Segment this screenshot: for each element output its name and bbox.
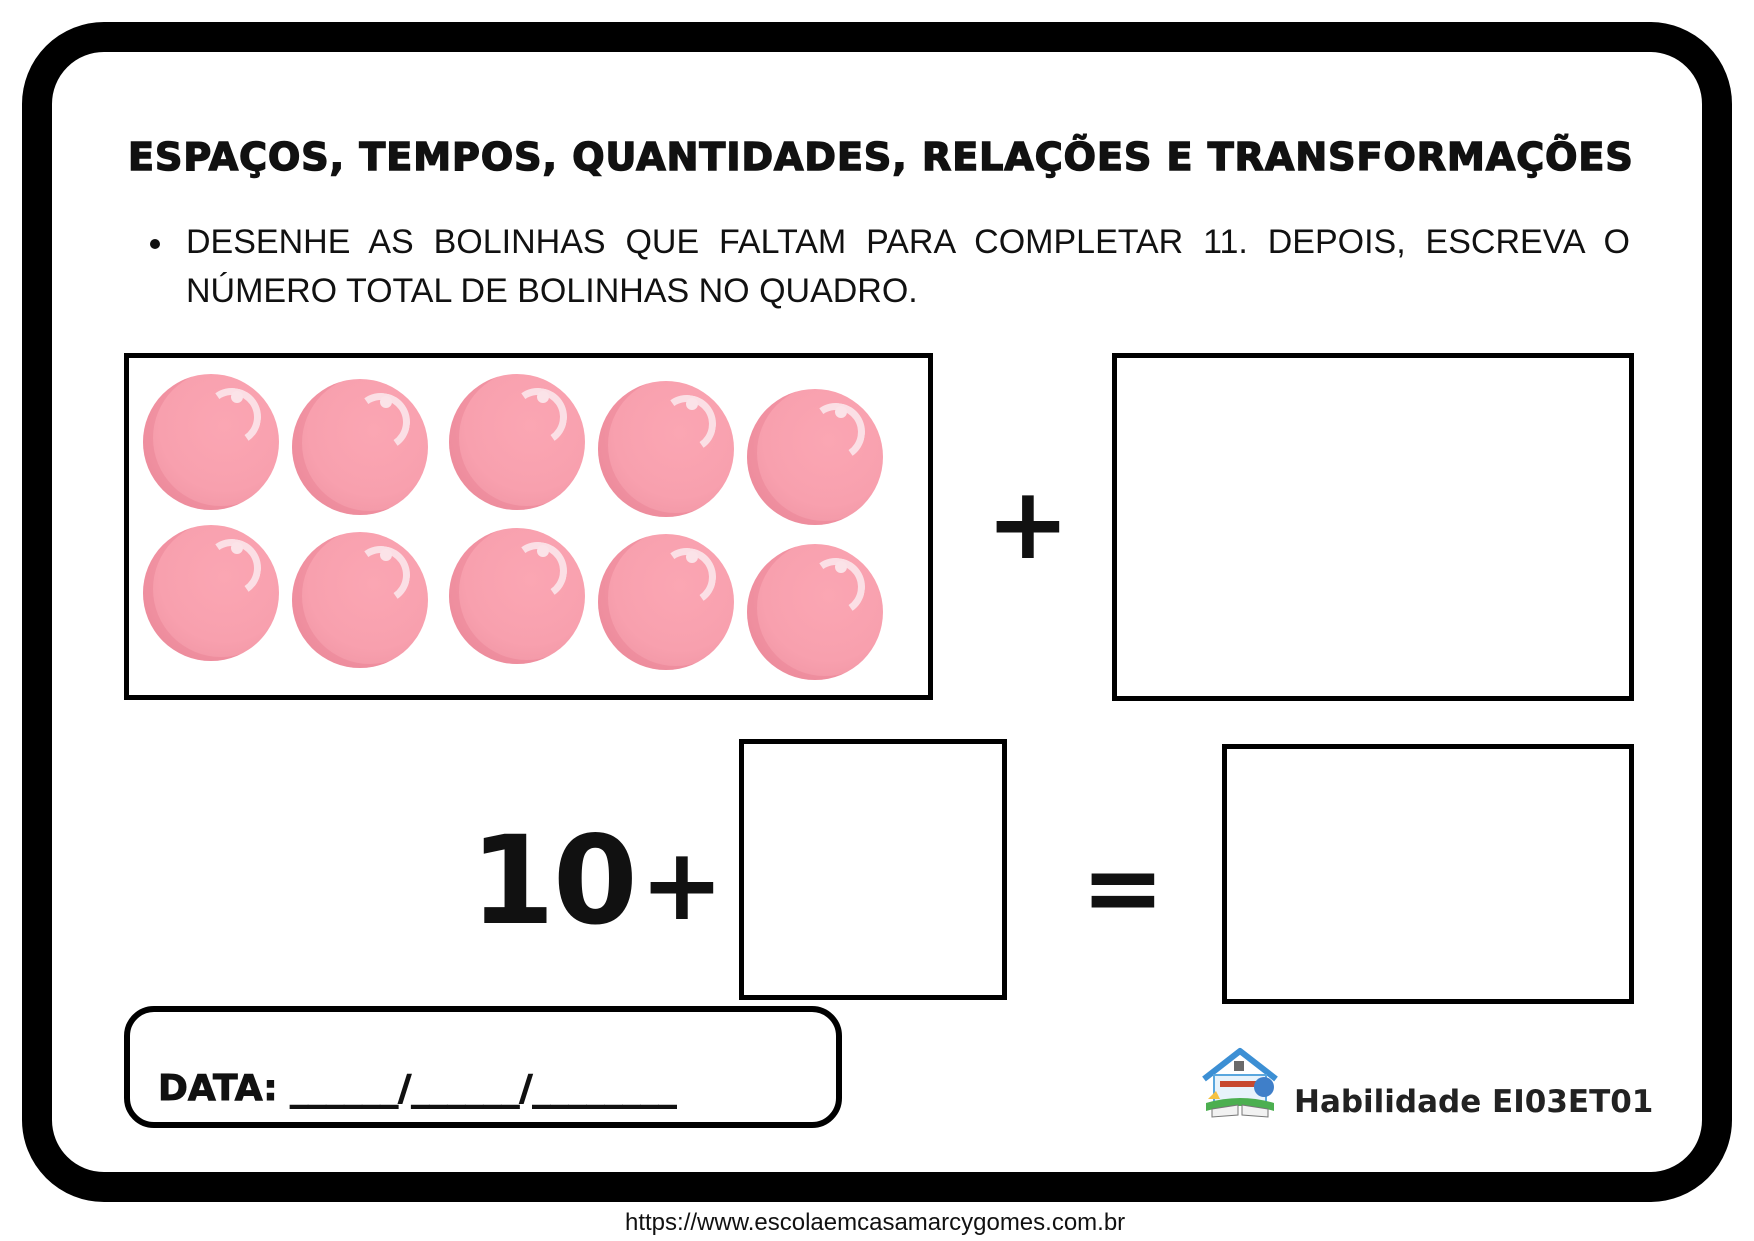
ball [747,544,883,680]
bullet-icon [150,239,160,249]
ball [598,381,734,517]
ball [292,379,428,515]
total-answer-box[interactable] [1222,744,1634,1004]
date-box[interactable] [124,1006,842,1128]
ball [449,374,585,510]
ball [747,389,883,525]
plus-sign: + [986,465,1070,582]
first-number: 10 [470,810,636,952]
instruction-item [150,218,1630,316]
ball [143,525,279,661]
school-house-icon [1198,1045,1282,1119]
ball [449,528,585,664]
skill-label: Habilidade EI03ET01 [1294,1084,1654,1120]
date-label: DATA: ______/______/________ [158,1068,677,1109]
ball [143,374,279,510]
plus-sign: + [640,826,724,943]
instruction-text: DESENHE AS BOLINHAS QUE FALTAM PARA COMPLETAR 11. DEPOIS, ESCREVA O NÚMERO TOTAL DE BOLINHAS NO QUADRO. [186,223,1630,310]
addend-answer-box[interactable] [739,739,1007,1000]
equals-sign: = [1081,829,1165,946]
footer-url[interactable]: https://www.escolaemcasamarcygomes.com.br [625,1209,1126,1236]
page-title: ESPAÇOS, TEMPOS, QUANTIDADES, RELAÇÕES E TRANSFORMAÇÕES [128,135,1634,179]
ball-panel [124,353,933,700]
ball [292,532,428,668]
instruction-list [150,218,1630,316]
drawing-answer-box[interactable] [1112,353,1634,701]
ball [598,534,734,670]
